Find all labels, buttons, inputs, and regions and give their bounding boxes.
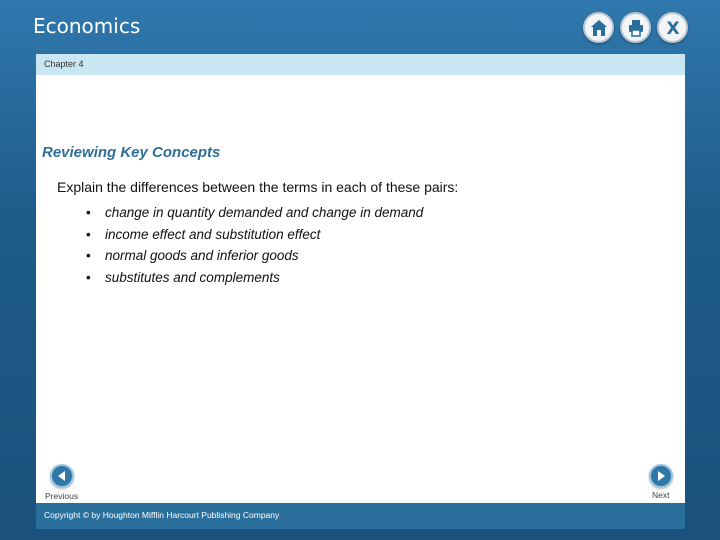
list-item: • normal goods and inferior goods — [86, 245, 423, 267]
arrow-right-icon — [655, 470, 667, 482]
list-item-text: change in quantity demanded and change in demand — [105, 205, 424, 220]
footer-bar — [36, 503, 685, 529]
close-button[interactable] — [657, 12, 688, 43]
section-title: Reviewing Key Concepts — [42, 144, 221, 161]
close-icon — [663, 18, 683, 38]
prompt-text: Explain the differences between the terms in each of these pairs: — [57, 179, 459, 195]
home-button[interactable] — [583, 12, 614, 43]
list-item: • substitutes and complements — [86, 267, 423, 289]
chapter-bar — [36, 54, 685, 75]
content-panel — [36, 54, 685, 503]
list-item-text: income effect and substitution effect — [105, 226, 321, 242]
print-icon — [626, 18, 646, 38]
print-button[interactable] — [620, 12, 651, 43]
home-icon — [589, 18, 609, 38]
svg-text:X: X — [665, 18, 680, 38]
list-item: • income effect and substitution effect — [86, 224, 423, 246]
list-item: • change in quantity demanded and change in demand — [86, 202, 423, 224]
copyright-text: Copyright © by Houghton Mifflin Harcourt Publishing Company — [44, 510, 280, 520]
chapter-label: Chapter 4 — [44, 59, 84, 69]
previous-button[interactable] — [50, 464, 74, 488]
next-button[interactable] — [649, 464, 673, 488]
bullet-list — [86, 202, 423, 289]
previous-label: Previous — [45, 491, 79, 501]
list-item-text: substitutes and complements — [105, 270, 280, 286]
arrow-left-icon — [56, 470, 68, 482]
next-label: Next — [652, 490, 670, 500]
list-item-text: normal goods and inferior goods — [105, 248, 299, 264]
app-title: Economics — [33, 14, 141, 38]
toolbar — [583, 12, 688, 43]
